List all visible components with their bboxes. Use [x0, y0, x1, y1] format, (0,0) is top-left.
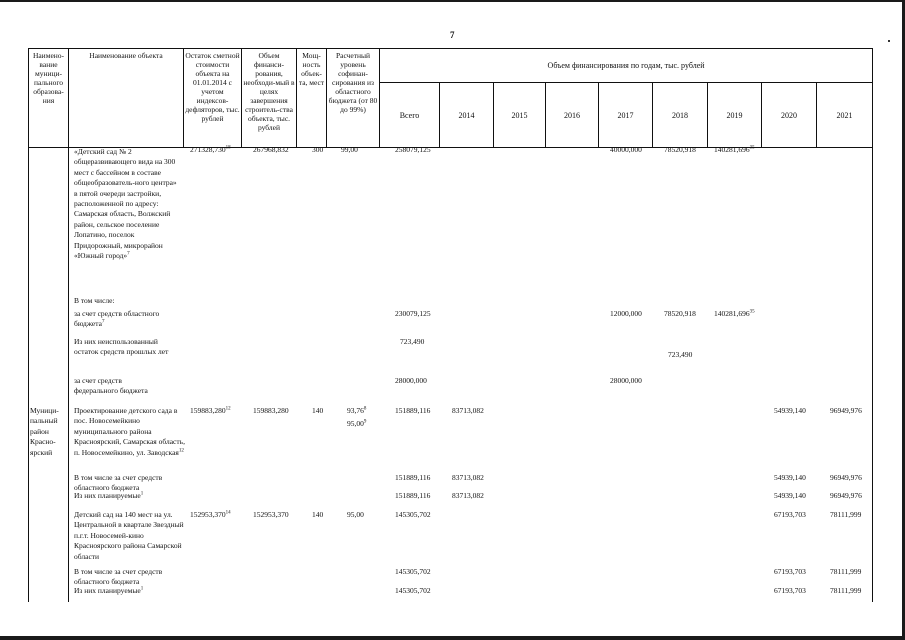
funding-volume-value: 267968,832: [253, 145, 289, 154]
year-2020-value: 54939,140: [774, 473, 806, 482]
year-2018-value: 78520,918: [664, 145, 696, 154]
object-name-zvezdny-kindergarten: Детский сад на 140 мест на ул. Центральной в квартале Звездный п.г.т. Новосемей-кино Красноярского района Самарской области: [74, 510, 184, 561]
remaining-cost-value: 152953,370$^{14}$: [190, 510, 231, 519]
page-number: 7: [450, 30, 455, 40]
year-2019-value: 140281,696$^{35}$: [714, 309, 755, 318]
funding-volume-value: 159883,280: [253, 406, 289, 415]
federal-budget-label: за счет средств федерального бюджета: [74, 376, 148, 396]
year-2018-value: 723,490: [668, 350, 693, 359]
capacity-value: 300: [312, 145, 324, 154]
regional-budget-label: В том числе за счет средств областного бюджета: [74, 473, 163, 493]
year-2020-value: 67193,703: [774, 510, 806, 519]
regional-budget-label: за счет средств областного бюджета$^7$: [74, 309, 160, 329]
funding-volume-value: 152953,370: [253, 510, 289, 519]
year-2021-value: 96949,976: [830, 491, 862, 500]
planned-label: Из них планируемые$^1$: [74, 586, 144, 595]
header-capacity: Мощ-ность объек-та, мест: [297, 49, 327, 148]
capacity-value: 140: [312, 406, 324, 415]
total-value: 145305,702: [395, 510, 431, 519]
year-2020-value: 67193,703: [774, 567, 806, 576]
page-border-bottom: [0, 636, 905, 640]
total-value: 151889,116: [395, 491, 431, 500]
total-value: 145305,702: [395, 586, 431, 595]
cofinancing-level-value: 99,00: [341, 145, 358, 154]
remaining-cost-value: 159883,280$^{12}$: [190, 406, 231, 415]
year-2017-value: 40000,000: [610, 145, 642, 154]
year-2018-value: 78520,918: [664, 309, 696, 318]
planned-label: Из них планируемые$^1$: [74, 491, 144, 500]
header-year-2019: 2019: [708, 83, 762, 148]
capacity-value: 140: [312, 510, 324, 519]
total-value: 230079,125: [395, 309, 431, 318]
scan-speck: [888, 40, 890, 42]
year-2020-value: 67193,703: [774, 586, 806, 595]
header-year-2014: 2014: [440, 83, 494, 148]
year-2020-value: 54939,140: [774, 406, 806, 415]
remaining-cost-value: 271328,730$^{18}$: [190, 145, 231, 154]
year-2021-value: 78111,999: [830, 586, 862, 595]
cofinancing-level-value-2: 95,00$^9$: [347, 419, 367, 428]
total-value: 723,490: [400, 337, 425, 346]
header-year-2020: 2020: [762, 83, 817, 148]
header-year-2017: 2017: [599, 83, 653, 148]
year-2021-value: 96949,976: [830, 406, 862, 415]
municipality-krasnoyarsky: Муници-пальный район Красно-ярский: [30, 406, 59, 457]
cofinancing-level-value: 95,00: [347, 510, 364, 519]
year-2020-value: 54939,140: [774, 491, 806, 500]
header-cofinancing-level: Расчетный уровень софинан-сирования из областного бюджета (от 80 до 99%): [327, 49, 380, 148]
object-name-kindergarten-2: «Детский сад № 2 общеразвивающего вида на 300 мест с бассейном в составе общеобразователь-ного центра» в пятой очереди застройки, расположенной по адресу: Самарская область, Волжский район, сельское поселение Лопатино, поселок Придорожный, микрорайон «Южный город»$^7$: [74, 147, 177, 261]
total-value: 151889,116: [395, 406, 431, 415]
total-value: 28000,000: [395, 376, 427, 385]
year-2021-value: 78111,999: [830, 567, 862, 576]
header-year-2018: 2018: [653, 83, 708, 148]
year-2014-value: 83713,082: [452, 491, 484, 500]
year-2021-value: 78111,999: [830, 510, 862, 519]
year-2017-value: 28000,000: [610, 376, 642, 385]
column-rule: [872, 145, 873, 602]
object-name-novosemeykino-design: Проектирование детского сада в пос. Новосемейкино муниципального района Красноярский, Самарская область, п. Новосемейкино, ул. Заводская$^{12}$: [74, 406, 185, 457]
header-year-2021: 2021: [817, 83, 873, 148]
financing-table-header: [28, 48, 873, 148]
unused-balance-label: Из них неиспользованный остаток средств прошлых лет: [74, 337, 169, 357]
total-value: 258079,125: [395, 145, 431, 154]
page-border-top: [0, 0, 905, 2]
column-rule: [28, 145, 29, 602]
header-year-2016: 2016: [546, 83, 599, 148]
year-2017-value: 12000,000: [610, 309, 642, 318]
including-label: В том числе:: [74, 296, 115, 305]
cofinancing-level-value: 93,76$^8$: [347, 406, 367, 415]
header-funding-volume: Объем финанси-рования, необходи-мый в целях завершения строитель-ства объекта, тыс. рублей: [242, 49, 297, 148]
total-value: 145305,702: [395, 567, 431, 576]
year-2014-value: 83713,082: [452, 406, 484, 415]
header-remaining-cost: Остаток сметной стоимости объекта на 01.01.2014 с учетом индексов-дефляторов, тыс. рублей: [184, 49, 242, 148]
header-year-total: Всего: [380, 83, 440, 148]
year-2019-value: 140281,696$^{35}$: [714, 145, 755, 154]
year-2021-value: 96949,976: [830, 473, 862, 482]
year-2014-value: 83713,082: [452, 473, 484, 482]
header-municipality: Наимено-вание муници-пального образова-ния: [29, 49, 69, 148]
header-financing-by-years: Объем финансирования по годам, тыс. рублей: [380, 49, 873, 83]
header-year-2015: 2015: [494, 83, 546, 148]
column-rule: [68, 145, 69, 602]
regional-budget-label: В том числе за счет средств областного бюджета: [74, 567, 163, 587]
header-object-name: Наименование объекта: [69, 49, 184, 148]
total-value: 151889,116: [395, 473, 431, 482]
